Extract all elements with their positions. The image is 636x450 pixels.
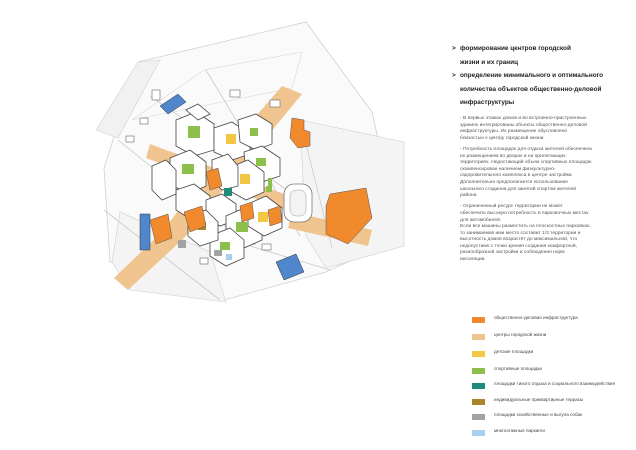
heading-line: инфраструктуры bbox=[460, 99, 515, 106]
note-line: то занимаемая ими место составит 1/3 территории и bbox=[460, 230, 581, 236]
note-line: оздоровительного комплекса в центре застройки. bbox=[460, 173, 573, 179]
note-line: Если все машины разместить на плоскостных парковках, bbox=[460, 224, 591, 230]
legend-swatch bbox=[472, 334, 485, 340]
legend-swatch bbox=[472, 414, 485, 420]
headings bbox=[452, 42, 630, 110]
heading-line: количества объектов общественно-деловой bbox=[460, 85, 602, 93]
note-line: инсоляции. bbox=[460, 257, 486, 263]
legend-label: многоэтажные паркинги bbox=[494, 428, 545, 433]
legend-label: детские площадки bbox=[494, 349, 534, 354]
legend-label: индивидуальные приквартирные террасы bbox=[494, 397, 584, 402]
legend-swatch bbox=[472, 317, 485, 323]
legend-label: центры городской жизни bbox=[494, 332, 547, 337]
note-line: недопустимо с точки зрения создания комфортной, bbox=[460, 243, 577, 249]
explanatory-notes bbox=[460, 116, 622, 268]
stadium bbox=[284, 184, 312, 222]
heading-marker: > bbox=[452, 45, 456, 52]
note-line: скомпенсирован наличием физкультурно- bbox=[460, 166, 556, 172]
note-line: - Потребность площадок для отдыха жителей обеспечена bbox=[460, 146, 592, 152]
heading-line: жизни и их границ bbox=[460, 58, 518, 66]
note-line: - Ограниченный ресурс территории не может bbox=[460, 204, 563, 210]
heading-infrastructure bbox=[452, 69, 630, 110]
note-paragraph bbox=[460, 116, 622, 142]
note-line: близостью к центру городской жизни. bbox=[460, 135, 545, 141]
heading-line: определение минимального и оптимального bbox=[460, 72, 604, 79]
legend-swatch bbox=[472, 351, 485, 357]
heading-centers bbox=[452, 42, 630, 69]
note-line: их размещением во дворах и на прилегающих bbox=[460, 153, 566, 159]
legend-swatch bbox=[472, 399, 485, 405]
note-paragraph bbox=[460, 147, 622, 200]
heading-marker: > bbox=[452, 72, 456, 79]
note-line: школьного стадиона для занятий спортом жителей bbox=[460, 186, 576, 192]
legend-swatch bbox=[472, 368, 485, 374]
note-paragraph bbox=[460, 204, 622, 263]
note-line: - В первых этажах домов и во встроенно-пристроенных bbox=[460, 116, 587, 121]
legend-label: общественно-деловая инфраструктура bbox=[494, 315, 578, 320]
note-line: района. bbox=[460, 193, 478, 199]
legend-label: спортивные площадки bbox=[494, 366, 542, 371]
note-line: обеспечить высокую потребность в парковочных местах bbox=[460, 210, 589, 216]
note-line: Дополнительно предполагается использование bbox=[460, 179, 568, 185]
legend-swatch bbox=[472, 430, 485, 436]
note-line: территориях. Недостающий объем спортивных площадок bbox=[460, 160, 592, 166]
note-line: зданиях интегрированы объекты общественно-деловой bbox=[460, 122, 587, 128]
note-line: для автомобилей. bbox=[460, 217, 502, 223]
heading-line: формирование центров городской bbox=[460, 45, 571, 52]
note-line: высотность домов возрастёт до максимальной, что bbox=[460, 237, 578, 243]
legend-label: площадки хозяйственные и выгула собак bbox=[494, 412, 583, 417]
note-line: разнообразной застройки и соблюдения норм bbox=[460, 250, 565, 256]
note-line: инфраструктуры. Их размещение обусловлено bbox=[460, 129, 568, 135]
legend-label: площадки тихого отдыха и социального взаимодействия bbox=[494, 381, 615, 386]
legend-swatch bbox=[472, 383, 485, 389]
